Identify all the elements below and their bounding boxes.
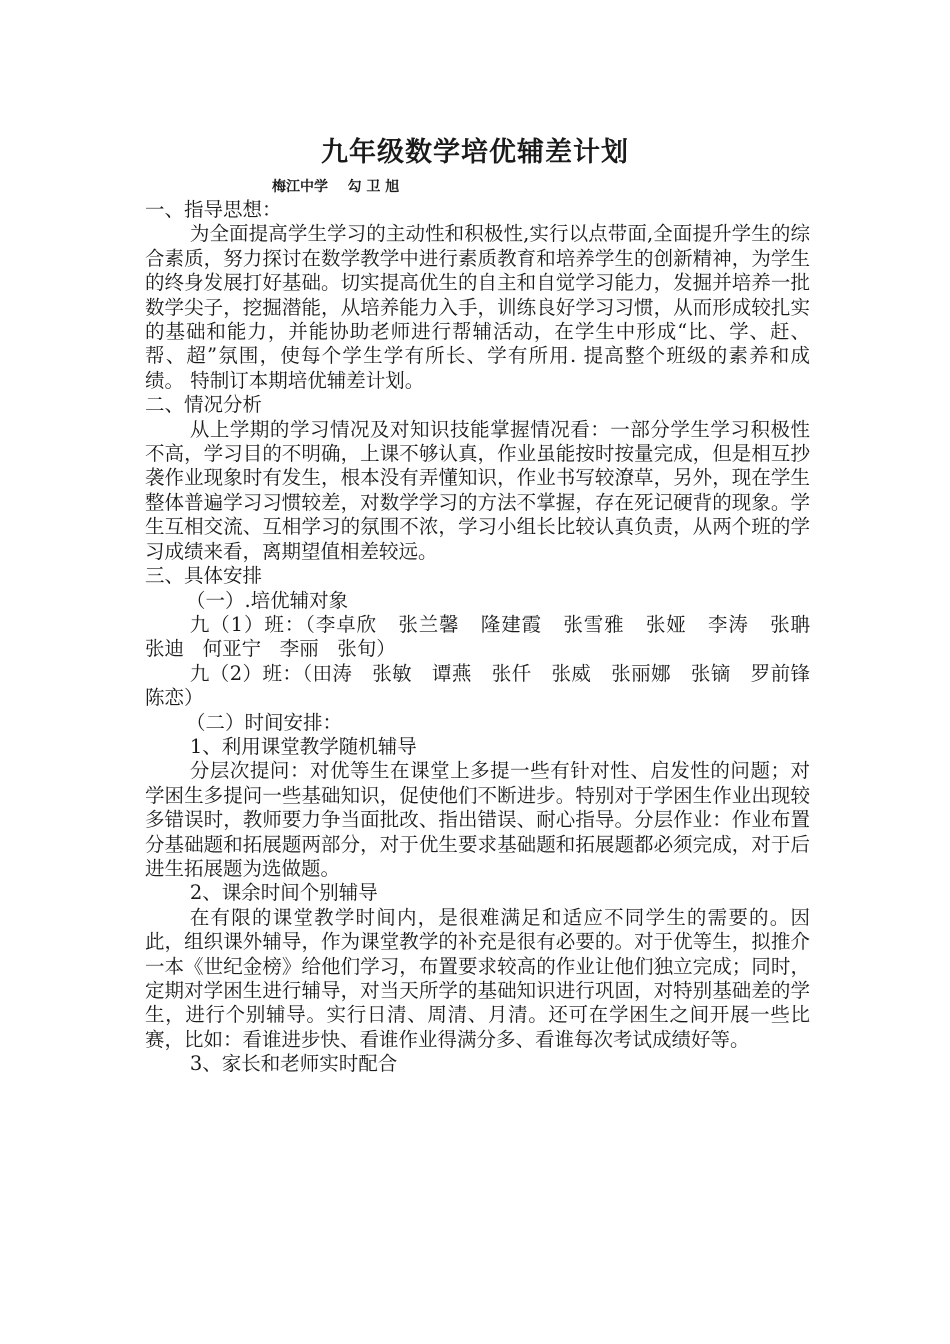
item-after-class-tutoring: 2、课余时间个别辅导 — [189, 881, 378, 905]
subheading-target-students: （一）.培优辅对象 — [185, 588, 349, 612]
document-body — [145, 198, 829, 1077]
subheading-time-arrangement: （二）时间安排： — [185, 710, 342, 734]
paragraph-after-class-tutoring: 在有限的课堂教学时间内，是很难满足和适应不同学生的需要的。因此，组织课外辅导，作为课堂教学的补充是很有必要的。对于优等生，拟推介一本《世纪金榜》给他们学习，布置要求较高的作业让他们独立完成；同时，定期对学困生进行辅导，对当天所学的基础知识进行巩固，对特别基础差的学生，进行个别辅导。实行日清、周清、月清。还可在学困生之间开展一些比赛，比如：看谁进步快、看谁作业得满分多、看谁每次考试成绩好等。 — [145, 905, 810, 1051]
paragraph-classroom-tutoring: 分层次提问：对优等生在课堂上多提一些有针对性、启发性的问题；对学困生多提问一些基础知识，促使他们不断进步。特别对于学困生作业出现较多错误时，教师要力争当面批改、指出错误、耐心指导。分层作业：作业布置分基础题和拓展题两部分，对于优生要求基础题和拓展题都必须完成，对于后进生拓展题为选做题。 — [145, 759, 810, 880]
item-parent-teacher-cooperation: 3、家长和老师实时配合 — [189, 1052, 398, 1076]
document-author: 梅江中学 勾 卫 旭 — [272, 179, 400, 195]
class-1-student-list: 九（1）班：（李卓欣 张兰馨 隆建霞 张雪雅 张娅 李涛 张聃 张迪 何亚宁 李丽 张旬） — [145, 612, 829, 661]
heading-specific-arrangement: 三、具体安排 — [145, 564, 263, 588]
paragraph-situation-analysis: 从上学期的学习情况及对知识技能掌握情况看：一部分学生学习积极性不高，学习目的不明确，上课不够认真，作业虽能按时按量完成，但是相互抄袭作业现象时有发生，根本没有弄懂知识，作业书写较潦草，另外，现在学生整体普遍学习习惯较差，对数学学习的方法不掌握，存在死记硬背的现象。学生互相交流、互相学习的氛围不浓，学习小组长比较认真负责，从两个班的学习成绩来看，离期望值相差较远。 — [145, 417, 810, 563]
paragraph-guiding-thought: 为全面提高学生学习的主动性和积极性,实行以点带面,全面提升学生的综合素质，努力探讨在数学教学中进行素质教育和培养学生的创新精神，为学生的终身发展打好基础。切实提高优生的自主和自觉学习能力，发掘并培养一批数学尖子，挖掘潜能，从培养能力入手，训练良好学习习惯，从而形成较扎实的基础和能力，并能协助老师进行帮辅活动，在学生中形成“比、学、赶、帮、超”氛围，使每个学生学有所长、学有所用. 提高整个班级的素养和成绩。 特制订本期培优辅差计划。 — [145, 222, 810, 392]
heading-situation-analysis: 二、情况分析 — [145, 393, 263, 417]
item-classroom-tutoring: 1、利用课堂教学随机辅导 — [189, 734, 417, 758]
document-title: 九年级数学培优辅差计划 — [321, 137, 629, 168]
class-2-student-list: 九（2）班：（田涛 张敏 谭燕 张仟 张威 张丽娜 张镝 罗前锋 陈恋） — [145, 661, 829, 710]
heading-guiding-thought: 一、指导思想： — [145, 198, 282, 221]
